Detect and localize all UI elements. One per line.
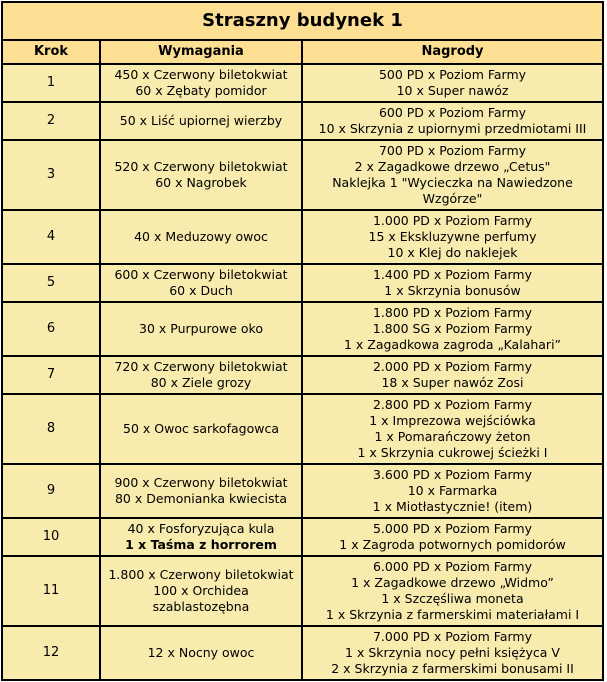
- requirement-item: 900 x Czerwony biletokwiat: [114, 475, 288, 490]
- reward-item: 1.800 PD x Poziom Farmy: [372, 305, 533, 320]
- step-number: 9: [2, 464, 100, 518]
- reward-item: 2.000 PD x Poziom Farmy: [372, 359, 533, 374]
- reward-item: 1.000 PD x Poziom Farmy: [372, 213, 533, 228]
- reward-item: 1.400 PD x Poziom Farmy: [372, 267, 533, 282]
- requirement-item: 100 x Orchidea szablastozębna: [152, 583, 250, 614]
- requirement-item: 600 x Czerwony biletokwiat: [114, 267, 288, 282]
- requirements-cell: [100, 264, 302, 302]
- title-row: [2, 2, 603, 40]
- requirements-cell: [100, 518, 302, 556]
- reward-item: 2.800 PD x Poziom Farmy: [372, 397, 533, 412]
- rewards-cell: [302, 356, 603, 394]
- rewards-cell: [302, 464, 603, 518]
- requirements-cell: [100, 140, 302, 210]
- reward-item: 1 x Skrzynia z farmerskimi materiałami I: [325, 607, 580, 622]
- requirement-item: 60 x Zębaty pomidor: [135, 83, 267, 98]
- rewards-cell: [302, 210, 603, 264]
- reward-item: 1 x Skrzynia cukrowej ścieżki I: [357, 445, 548, 460]
- reward-item: 1 x Imprezowa wejściówka: [369, 413, 536, 428]
- step-number: 11: [2, 556, 100, 626]
- table-row: [2, 302, 603, 356]
- requirements-cell: [100, 556, 302, 626]
- rewards-cell: [302, 556, 603, 626]
- requirement-item: 50 x Owoc sarkofagowca: [123, 421, 279, 436]
- reward-item: 3.600 PD x Poziom Farmy: [372, 467, 533, 482]
- reward-item: 1 x Szczęśliwa moneta: [381, 591, 524, 606]
- step-number: 1: [2, 64, 100, 102]
- table-body: [2, 64, 603, 680]
- table-row: [2, 210, 603, 264]
- requirements-cell: [100, 464, 302, 518]
- requirement-item: 520 x Czerwony biletokwiat: [114, 159, 288, 174]
- requirement-item: 450 x Czerwony biletokwiat: [114, 67, 288, 82]
- column-header-nagrody: Nagrody: [302, 40, 603, 64]
- step-number: 8: [2, 394, 100, 464]
- requirements-cell: [100, 302, 302, 356]
- table-row: [2, 102, 603, 140]
- reward-item: 500 PD x Poziom Farmy: [378, 67, 527, 82]
- requirement-item: 30 x Purpurowe oko: [139, 321, 263, 336]
- reward-table: [1, 1, 604, 681]
- reward-item: 7.000 PD x Poziom Farmy: [372, 629, 533, 644]
- reward-item: 1 x Zagadkowa zagroda „Kalahari”: [343, 337, 562, 352]
- requirement-item: 80 x Demonianka kwiecista: [114, 491, 288, 506]
- table-row: [2, 556, 603, 626]
- table-row: [2, 140, 603, 210]
- table-row: [2, 518, 603, 556]
- reward-item: 10 x Klej do naklejek: [387, 245, 518, 260]
- requirement-item: 60 x Nagrobek: [155, 175, 247, 190]
- requirements-cell: [100, 64, 302, 102]
- reward-item: 10 x Skrzynia z upiornymi przedmiotami III: [318, 121, 587, 136]
- reward-item: 1 x Zagroda potwornych pomidorów: [339, 537, 566, 552]
- step-number: 6: [2, 302, 100, 356]
- reward-item: 1 x Zagadkowe drzewo „Widmo”: [351, 575, 554, 590]
- reward-item: 2 x Skrzynia z farmerskimi bonusami II: [331, 661, 574, 676]
- reward-item: Naklejka 1 "Wycieczka na Nawiedzone Wzgórze": [332, 175, 573, 206]
- reward-item: 700 PD x Poziom Farmy: [378, 143, 527, 158]
- table-row: [2, 356, 603, 394]
- requirement-item: 60 x Duch: [169, 283, 233, 298]
- rewards-cell: [302, 302, 603, 356]
- requirement-item: 50 x Liść upiornej wierzby: [119, 113, 283, 128]
- table-row: [2, 264, 603, 302]
- column-header-krok: Krok: [2, 40, 100, 64]
- page-title: Straszny budynek 1: [2, 2, 603, 40]
- reward-item: 10 x Farmarka: [407, 483, 498, 498]
- reward-item: 2 x Zagadkowe drzewo „Cetus": [354, 159, 551, 174]
- reward-table-page: [1, 1, 604, 681]
- requirement-item: 40 x Meduzowy owoc: [134, 229, 268, 244]
- table-row: [2, 394, 603, 464]
- requirements-cell: [100, 210, 302, 264]
- reward-item: 10 x Super nawóz: [396, 83, 509, 98]
- step-number: 7: [2, 356, 100, 394]
- reward-item: 1 x Skrzynia bonusów: [384, 283, 521, 298]
- reward-item: 18 x Super nawóz Zosi: [381, 375, 524, 390]
- reward-item: 6.000 PD x Poziom Farmy: [372, 559, 533, 574]
- table-row: [2, 64, 603, 102]
- requirement-item: 40 x Fosforyzująca kula: [127, 521, 275, 536]
- rewards-cell: [302, 518, 603, 556]
- rewards-cell: [302, 626, 603, 680]
- step-number: 4: [2, 210, 100, 264]
- step-number: 2: [2, 102, 100, 140]
- requirements-cell: [100, 102, 302, 140]
- requirements-cell: [100, 394, 302, 464]
- reward-item: 1 x Pomarańczowy żeton: [374, 429, 531, 444]
- header-row: [2, 40, 603, 64]
- table-row: [2, 626, 603, 680]
- reward-item: 1 x Miotłastycznie! (item): [372, 499, 533, 514]
- rewards-cell: [302, 140, 603, 210]
- requirement-item: 720 x Czerwony biletokwiat: [114, 359, 288, 374]
- reward-item: 15 x Ekskluzywne perfumy: [368, 229, 537, 244]
- rewards-cell: [302, 102, 603, 140]
- table-row: [2, 464, 603, 518]
- reward-item: 600 PD x Poziom Farmy: [378, 105, 527, 120]
- reward-item: 5.000 PD x Poziom Farmy: [372, 521, 533, 536]
- requirements-cell: [100, 626, 302, 680]
- step-number: 3: [2, 140, 100, 210]
- column-header-wymagania: Wymagania: [100, 40, 302, 64]
- rewards-cell: [302, 264, 603, 302]
- rewards-cell: [302, 64, 603, 102]
- step-number: 10: [2, 518, 100, 556]
- step-number: 12: [2, 626, 100, 680]
- step-number: 5: [2, 264, 100, 302]
- rewards-cell: [302, 394, 603, 464]
- requirement-item: 1 x Taśma z horrorem: [125, 537, 277, 552]
- requirement-item: 12 x Nocny owoc: [147, 645, 255, 660]
- requirement-item: 80 x Ziele grozy: [150, 375, 252, 390]
- reward-item: 1.800 SG x Poziom Farmy: [372, 321, 533, 336]
- reward-item: 1 x Skrzynia nocy pełni księżyca V: [345, 645, 560, 660]
- requirements-cell: [100, 356, 302, 394]
- requirement-item: 1.800 x Czerwony biletokwiat: [108, 567, 294, 582]
